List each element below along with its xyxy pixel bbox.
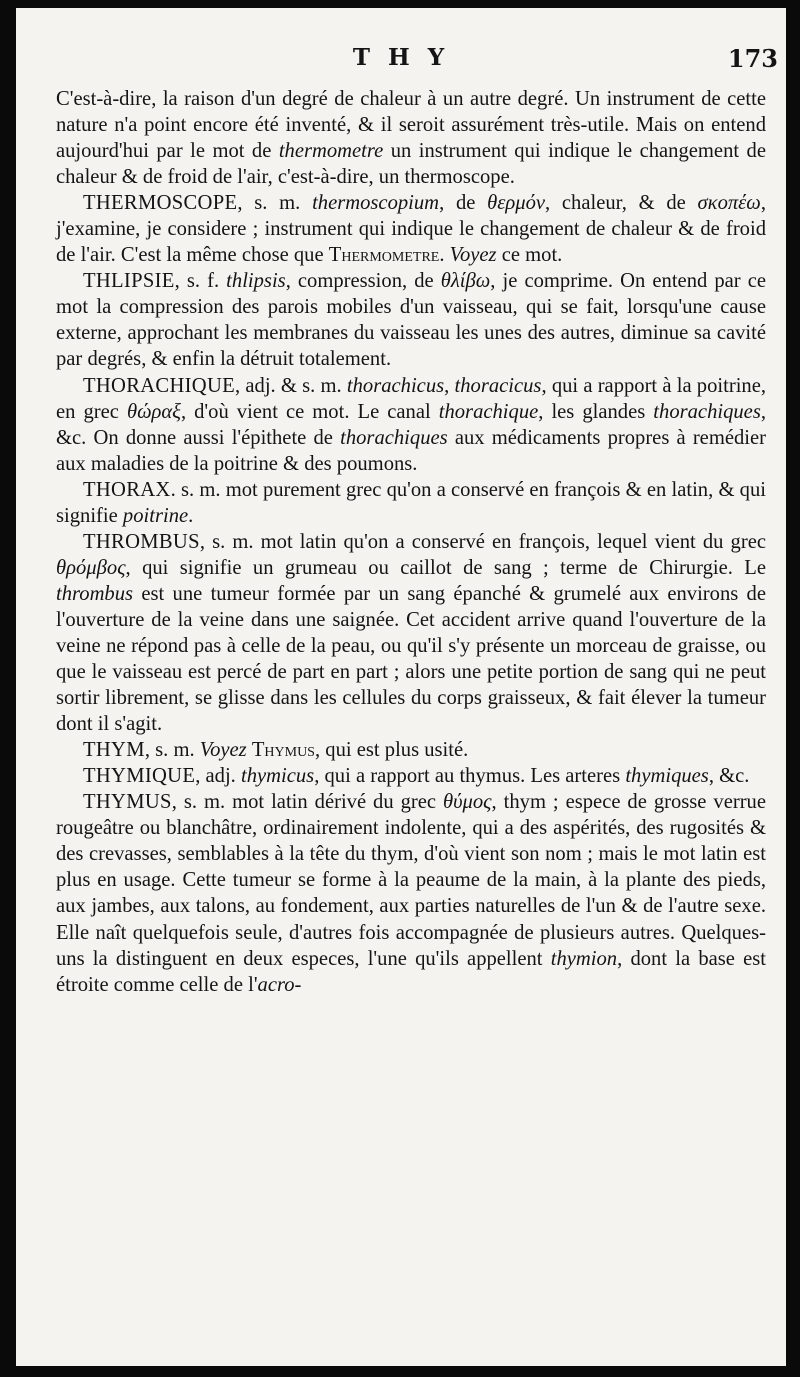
italic-term: Voyez xyxy=(199,739,247,762)
entry-text: , &c. On donne aussi l'épithete de xyxy=(56,400,766,449)
italic-term: thymicus xyxy=(240,765,315,788)
headword: THLIPSIE xyxy=(83,270,175,293)
entry-thymique xyxy=(56,763,766,789)
entry-text: , qui signifie un grumeau ou caillot de sang ; terme de Chirurgie. Le xyxy=(125,556,766,579)
entry-text: , les glandes xyxy=(538,400,654,423)
entry-text: , compression, de xyxy=(285,270,441,293)
entry-text: , j'examine, je considere ; instrument qui indique le changement de chaleur & de froid de l'air. C'est la même chose que xyxy=(56,192,766,267)
entry-text: , xyxy=(444,374,455,397)
entry-text: ce mot. xyxy=(496,244,563,267)
entry-text: , thym ; espece de grosse verrue rougeâtre ou blanchâtre, ordinairement indolente, qui a des aspérités, des rugosités & des crevasses, semblables à la tête du thym, d'où vient son nom ; mais le mot latin est plus en usage. Cette tumeur se forme à la peaume de la main, à la plante des pieds, aux jambes, aux talons, au fondement, aux parties naturelles de l'un & de l'autre sexe. Elle naît quelquefois seule, d'autres fois accompagnée de plusieurs autres. Quelques-uns la distinguent en deux especes, l'une qu'ils appellent xyxy=(56,791,766,970)
entry-text: . xyxy=(188,504,194,527)
italic-term: σκοπέω xyxy=(697,192,761,215)
entry-thlipsie xyxy=(56,268,766,372)
page-number: 173 xyxy=(727,44,778,73)
entry-text: , chaleur, & de xyxy=(545,192,698,215)
entry-thorax xyxy=(56,477,766,529)
headword: THORAX xyxy=(83,478,171,501)
entry-text: , qui est plus usité. xyxy=(314,739,469,762)
running-head: T H Y xyxy=(352,44,450,71)
entry-text: , dont la base est étroite comme celle de l' xyxy=(56,947,766,996)
headword: THYMUS xyxy=(83,791,172,814)
italic-term: θερμόν xyxy=(487,192,546,215)
italic-term: thorachiques xyxy=(340,426,448,449)
italic-term: thoracicus xyxy=(454,374,542,397)
entry-text: , qui a rapport au thymus. Les arteres xyxy=(314,765,626,788)
entry-text: , s. m. xyxy=(144,739,200,762)
italic-term: θλίβω xyxy=(440,270,491,293)
italic-term: thorachicus xyxy=(346,374,445,397)
italic-term: thlipsis xyxy=(226,270,286,293)
headword: THORACHIQUE xyxy=(83,374,236,397)
italic-term: thorachiques xyxy=(653,400,761,423)
italic-term: thymiques xyxy=(625,765,709,788)
italic-term: θύμος xyxy=(442,791,492,814)
italic-term: acro- xyxy=(257,973,302,996)
entry-continuation xyxy=(56,86,766,190)
entry-text: , &c. xyxy=(708,765,750,788)
entry-text: , adj. xyxy=(195,765,241,788)
entry-text: , d'où vient ce mot. Le canal xyxy=(180,400,439,423)
entry-text: , s. m. xyxy=(237,192,313,215)
headword: THERMOSCOPE xyxy=(83,192,238,215)
entry-text: , s. m. mot latin dérivé du grec xyxy=(171,791,443,814)
entry-text: C'est-à-dire, la raison d'un degré de chaleur à un autre degré. Un instrument de cette nature n'a point encore été inventé, & il seroit assurément très-utile. Mais on entend aujourd'hui par le mot de xyxy=(56,88,766,163)
headword: THROMBUS xyxy=(83,530,200,553)
italic-term: thrombus xyxy=(56,582,134,605)
page-header xyxy=(16,44,786,84)
entry-text: , qui a rapport à la poitrine, en grec xyxy=(56,374,766,423)
headword: THYM xyxy=(83,739,145,762)
entry-thermoscope xyxy=(56,190,766,268)
italic-term: thorachique xyxy=(438,400,539,423)
entry-text: . xyxy=(439,244,450,267)
dictionary-text xyxy=(56,86,766,998)
italic-term: thymion xyxy=(550,947,618,970)
book-page xyxy=(16,8,786,1366)
italic-term: thermometre xyxy=(278,140,384,163)
entry-thrombus xyxy=(56,529,766,737)
entry-text: , s. m. mot latin qu'on a conservé en françois, lequel vient du grec xyxy=(199,530,766,553)
entry-thym xyxy=(56,737,766,763)
italic-term: θώραξ xyxy=(126,400,181,423)
entry-text: , adj. & s. m. xyxy=(235,374,347,397)
entry-text: , je comprime. On entend par ce mot la compression des parois mobiles d'un vaisseau, qui se fait, lorsqu'une cause externe, approchant les membranes du vaisseau les unes des autres, diminue sa cavité par degrés, & enfin la détruit totalement. xyxy=(56,270,766,371)
entry-text: un instrument qui indique le changement de chaleur & de froid de l'air, c'est-à-dire, un thermoscope. xyxy=(56,140,766,189)
entry-text: aux médicaments propres à remédier aux maladies de la poitrine & des poumons. xyxy=(56,426,767,475)
entry-text: est une tumeur formée par un sang épanché & grumelé aux environs de l'ouverture de la veine dans une saignée. Cet accident arrive quand l'ouverture de la veine ne répond pas à celle de la peau, ou qu'il s'y présente un morceau de graisse, ou que le vaisseau est percé de part en part ; alors une petite portion de sang qui ne peut sortir librement, se glisse dans les cellules du corps graisseux, & fait élever la tumeur dont il s'agit. xyxy=(56,582,766,736)
headword: THYMIQUE xyxy=(83,765,196,788)
entry-thymus xyxy=(56,789,766,997)
italic-term: poitrine xyxy=(122,504,189,527)
entry-text: . s. m. mot purement grec qu'on a conservé en françois & en latin, & qui signifie xyxy=(56,478,766,527)
entry-thorachique xyxy=(56,373,766,477)
cross-reference: Thermometre xyxy=(328,244,440,267)
italic-term: thermoscopium xyxy=(312,192,440,215)
cross-reference: Thymus xyxy=(251,739,315,762)
entry-text: , s. f. xyxy=(174,270,227,293)
italic-term: Voyez xyxy=(449,244,497,267)
entry-text: , de xyxy=(439,192,488,215)
italic-term: θρόμβος xyxy=(56,556,126,579)
